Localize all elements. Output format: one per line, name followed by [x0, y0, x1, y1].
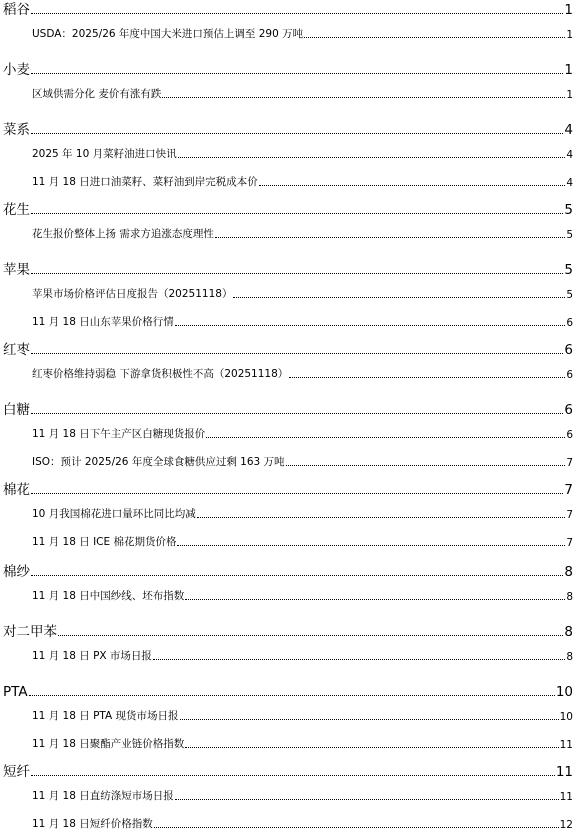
dot-leader — [153, 658, 565, 660]
toc-page-number: 7 — [566, 457, 573, 469]
toc-section-title: 菜系 — [3, 122, 30, 138]
toc-section-title: 花生 — [3, 202, 30, 218]
toc-page-number: 8 — [564, 624, 573, 640]
toc-section-entry[interactable] — [3, 260, 573, 278]
toc-section-title: 红枣 — [3, 342, 30, 358]
toc-page-number: 8 — [566, 651, 573, 663]
toc-section-entry[interactable] — [3, 60, 573, 78]
dot-leader — [175, 324, 566, 326]
dot-leader — [286, 464, 566, 466]
dot-leader — [175, 798, 559, 800]
toc-item-entry[interactable] — [32, 507, 573, 521]
dot-leader — [233, 296, 565, 298]
toc-section-title: 苹果 — [3, 262, 30, 278]
toc-item-entry[interactable] — [32, 227, 573, 241]
toc-item-title: 2025 年 10 月菜籽油进口快讯 — [32, 148, 177, 160]
toc-page-number: 7 — [564, 482, 573, 498]
toc-page-number: 1 — [566, 29, 573, 41]
toc-item-entry[interactable] — [32, 817, 573, 831]
dot-leader — [31, 492, 563, 494]
dot-leader — [185, 598, 565, 600]
toc-item-title: USDA：2025/26 年度中国大米进口预估上调至 290 万吨 — [32, 28, 304, 40]
toc-page-number: 12 — [559, 819, 573, 831]
toc-item-title: 11 月 18 日短纤价格指数 — [32, 818, 153, 830]
toc-section-entry[interactable] — [3, 562, 573, 580]
toc-item-title: 11 月 18 日中国纱线、坯布指数 — [32, 590, 185, 602]
toc-page-number: 7 — [566, 509, 573, 521]
dot-leader — [31, 774, 555, 776]
toc-page-number: 6 — [564, 342, 573, 358]
toc-item-entry[interactable] — [32, 175, 573, 189]
toc-item-title: 花生报价整体上扬 需求方追涨态度理性 — [32, 228, 214, 240]
toc-page-number: 8 — [566, 591, 573, 603]
toc-page-number: 5 — [566, 289, 573, 301]
toc-page-number: 7 — [566, 537, 573, 549]
dot-leader — [259, 184, 566, 186]
toc-section-entry[interactable] — [3, 480, 573, 498]
toc-item-entry[interactable] — [32, 455, 573, 469]
toc-item-entry[interactable] — [32, 649, 573, 663]
toc-item-title: 区域供需分化 麦价有涨有跌 — [32, 88, 162, 100]
dot-leader — [58, 634, 563, 636]
toc-item-entry[interactable] — [32, 709, 573, 723]
toc-item-title: 11 月 18 日直纺涤短市场日报 — [32, 790, 174, 802]
toc-section-entry[interactable] — [3, 622, 573, 640]
toc-section-entry[interactable] — [3, 340, 573, 358]
toc-page-number: 6 — [566, 369, 573, 381]
toc-item-entry[interactable] — [32, 147, 573, 161]
toc-page-number: 10 — [559, 711, 573, 723]
toc-item-title: 11 月 18 日聚酯产业链价格指数 — [32, 738, 185, 750]
toc-page-number: 6 — [564, 402, 573, 418]
toc-page-number: 5 — [566, 229, 573, 241]
toc-section-title: 小麦 — [3, 62, 30, 78]
dot-leader — [197, 516, 566, 518]
toc-item-entry[interactable] — [32, 535, 573, 549]
toc-page-number: 4 — [564, 122, 573, 138]
toc-section-title: 短纤 — [3, 764, 30, 780]
toc-item-entry[interactable] — [32, 427, 573, 441]
toc-section-entry[interactable] — [3, 682, 573, 700]
toc-page-number: 11 — [559, 791, 573, 803]
toc-section-title: 稻谷 — [3, 2, 30, 18]
toc-page-number: 1 — [566, 89, 573, 101]
dot-leader — [304, 36, 565, 38]
dot-leader — [289, 376, 565, 378]
toc-section-entry[interactable] — [3, 120, 573, 138]
toc-section-title: 白糖 — [3, 402, 30, 418]
toc-page-number: 4 — [566, 177, 573, 189]
toc-page-number: 11 — [559, 739, 573, 751]
toc-item-title: 11 月 18 日下午主产区白糖现货报价 — [32, 428, 206, 440]
toc-item-entry[interactable] — [32, 87, 573, 101]
toc-item-title: 11 月 18 日进口油菜籽、菜籽油到岸完税成本价 — [32, 176, 258, 188]
dot-leader — [31, 212, 563, 214]
toc-page-number: 4 — [566, 149, 573, 161]
dot-leader — [31, 412, 563, 414]
toc-page-number: 5 — [564, 202, 573, 218]
toc-page-number: 11 — [555, 764, 573, 780]
toc-item-title: 苹果市场价格评估日度报告（20251118） — [32, 288, 233, 300]
dot-leader — [206, 436, 565, 438]
toc-section-entry[interactable] — [3, 762, 573, 780]
toc-item-title: 红枣价格维持弱稳 下游拿货积极性不高（20251118） — [32, 368, 289, 380]
toc-page-number: 1 — [564, 2, 573, 18]
toc-item-entry[interactable] — [32, 789, 573, 803]
toc-item-title: 11 月 18 日 ICE 棉花期货价格 — [32, 536, 177, 548]
toc-section-entry[interactable] — [3, 400, 573, 418]
dot-leader — [31, 72, 563, 74]
dot-leader — [177, 544, 565, 546]
toc-section-title: 对二甲苯 — [3, 624, 57, 640]
toc-item-title: ISO：预计 2025/26 年度全球食糖供应过剩 163 万吨 — [32, 456, 285, 468]
toc-item-title: 11 月 18 日 PTA 现货市场日报 — [32, 710, 179, 722]
toc-item-title: 11 月 18 日 PX 市场日报 — [32, 650, 152, 662]
dot-leader — [29, 694, 555, 696]
toc-page-number: 6 — [566, 429, 573, 441]
dot-leader — [31, 574, 563, 576]
dot-leader — [185, 746, 558, 748]
toc-item-entry[interactable] — [32, 27, 573, 41]
toc-item-entry[interactable] — [32, 367, 573, 381]
dot-leader — [154, 826, 559, 828]
toc-section-entry[interactable] — [3, 200, 573, 218]
dot-leader — [31, 12, 563, 14]
toc-section-entry[interactable] — [3, 0, 573, 18]
dot-leader — [31, 352, 563, 354]
toc-item-entry[interactable] — [32, 287, 573, 301]
toc-item-title: 10 月我国棉花进口量环比同比均减 — [32, 508, 196, 520]
dot-leader — [31, 272, 563, 274]
toc-section-title: PTA — [3, 684, 28, 700]
toc-page-number: 10 — [555, 684, 573, 700]
toc-item-entry[interactable] — [32, 315, 573, 329]
toc-page-number: 6 — [566, 317, 573, 329]
toc-page-number: 8 — [564, 564, 573, 580]
toc-item-entry[interactable] — [32, 589, 573, 603]
toc-page-number: 5 — [564, 262, 573, 278]
toc-section-title: 棉花 — [3, 482, 30, 498]
toc-page-number: 1 — [564, 62, 573, 78]
dot-leader — [162, 96, 565, 98]
toc-item-entry[interactable] — [32, 737, 573, 751]
dot-leader — [215, 236, 565, 238]
dot-leader — [31, 132, 563, 134]
dot-leader — [180, 718, 559, 720]
toc-item-title: 11 月 18 日山东苹果价格行情 — [32, 316, 174, 328]
dot-leader — [178, 156, 566, 158]
toc-section-title: 棉纱 — [3, 564, 30, 580]
